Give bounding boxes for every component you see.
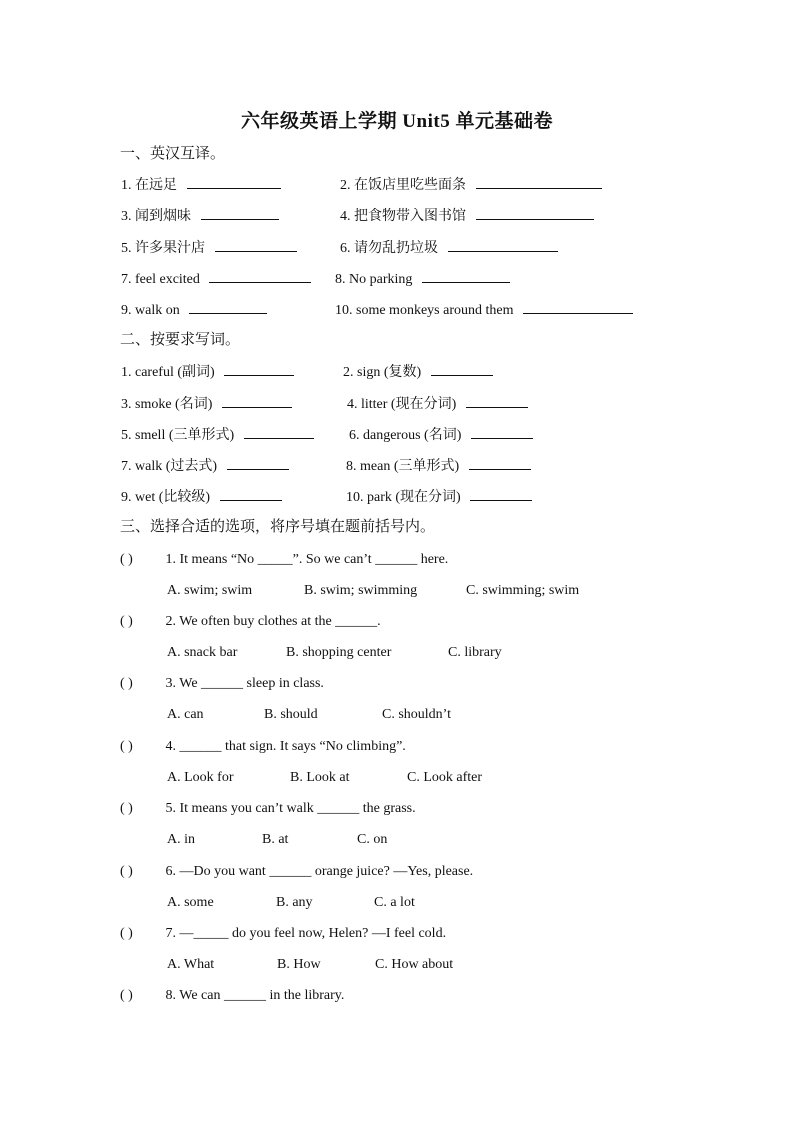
answer-blank[interactable] bbox=[523, 301, 633, 314]
q4-option-b: B. Look at bbox=[290, 770, 350, 785]
s1-item-7 bbox=[121, 270, 311, 289]
s2-item-3-num: 3. bbox=[121, 397, 132, 412]
answer-blank[interactable] bbox=[469, 457, 531, 470]
question-2-stem: 2. We often buy clothes at the ______. bbox=[165, 614, 381, 629]
question-7 bbox=[120, 925, 446, 943]
s1-item-10-num: 10. bbox=[335, 303, 353, 318]
q7-option-c: C. How about bbox=[375, 957, 454, 972]
q1-option-c: C. swimming; swim bbox=[466, 583, 580, 598]
question-4 bbox=[120, 738, 406, 756]
s1-item-5 bbox=[121, 239, 297, 258]
s2-item-2-text: sign (复数) bbox=[357, 365, 422, 380]
s1-item-8 bbox=[335, 270, 510, 289]
s2-item-2-num: 2. bbox=[343, 365, 354, 380]
s2-item-1-text: careful (副词) bbox=[135, 365, 215, 380]
question-8-stem: 8. We can ______ in the library. bbox=[165, 988, 345, 1003]
s1-item-9-num: 9. bbox=[121, 303, 132, 318]
question-6-stem: 6. —Do you want ______ orange juice? —Yes, please. bbox=[165, 864, 474, 879]
answer-blank[interactable] bbox=[209, 270, 311, 283]
s1-item-1 bbox=[121, 176, 281, 195]
section3-heading: 三、选择合适的选项，将序号填在题前括号内。 bbox=[120, 519, 436, 535]
s1-item-3 bbox=[121, 207, 279, 226]
s1-item-10 bbox=[335, 301, 633, 320]
s2-item-10-num: 10. bbox=[346, 490, 364, 505]
answer-blank[interactable] bbox=[448, 239, 558, 252]
section2-heading: 二、按要求写词。 bbox=[120, 332, 241, 348]
q4-option-c: C. Look after bbox=[407, 770, 483, 785]
s2-item-3 bbox=[121, 395, 292, 414]
answer-blank[interactable] bbox=[201, 207, 279, 220]
q2-option-b: B. shopping center bbox=[286, 645, 392, 660]
answer-blank[interactable] bbox=[470, 488, 532, 501]
s1-item-6 bbox=[340, 239, 558, 258]
q1-option-a: A. swim; swim bbox=[167, 583, 253, 598]
s2-item-9-text: wet (比较级) bbox=[135, 490, 211, 505]
q4-option-a: A. Look for bbox=[167, 770, 234, 785]
question-3 bbox=[120, 675, 324, 693]
s2-item-5 bbox=[121, 426, 314, 445]
answer-blank[interactable] bbox=[220, 488, 282, 501]
s2-item-8 bbox=[346, 457, 531, 476]
s2-item-6-text: dangerous (名词) bbox=[363, 428, 462, 443]
s1-item-3-num: 3. bbox=[121, 209, 132, 224]
s1-item-9 bbox=[121, 301, 267, 320]
s1-item-5-num: 5. bbox=[121, 241, 132, 256]
section1-heading: 一、英汉互译。 bbox=[120, 146, 226, 162]
answer-blank[interactable] bbox=[189, 301, 267, 314]
s1-item-6-num: 6. bbox=[340, 241, 351, 256]
s2-item-2 bbox=[343, 363, 493, 382]
q7-option-b: B. How bbox=[277, 957, 321, 972]
q3-option-a: A. can bbox=[167, 707, 204, 722]
s2-item-10-text: park (现在分词) bbox=[367, 490, 461, 505]
s2-item-10 bbox=[346, 488, 532, 507]
s2-item-8-num: 8. bbox=[346, 459, 357, 474]
q6-option-b: B. any bbox=[276, 895, 313, 910]
answer-blank[interactable] bbox=[187, 176, 281, 189]
answer-blank[interactable] bbox=[215, 239, 297, 252]
s2-item-5-text: smell (三单形式) bbox=[135, 428, 235, 443]
s2-item-7-num: 7. bbox=[121, 459, 132, 474]
s1-item-2-num: 2. bbox=[340, 178, 351, 193]
s2-item-1-num: 1. bbox=[121, 365, 132, 380]
page-title: 六年级英语上学期 Unit5 单元基础卷 bbox=[241, 111, 553, 132]
s1-item-2-text: 在饭店里吃些面条 bbox=[354, 178, 466, 193]
answer-blank[interactable] bbox=[244, 426, 314, 439]
answer-bracket[interactable]: ( ) bbox=[120, 614, 133, 629]
question-1-stem: 1. It means “No _____”. So we can’t ______ here. bbox=[165, 552, 449, 567]
answer-blank[interactable] bbox=[431, 363, 493, 376]
answer-blank[interactable] bbox=[476, 207, 594, 220]
q3-option-b: B. should bbox=[264, 707, 318, 722]
question-6 bbox=[120, 863, 473, 881]
s1-item-1-text: 在远足 bbox=[135, 178, 177, 193]
answer-bracket[interactable]: ( ) bbox=[120, 552, 133, 567]
s1-item-4-num: 4. bbox=[340, 209, 351, 224]
q3-option-c: C. shouldn’t bbox=[382, 707, 451, 722]
answer-bracket[interactable]: ( ) bbox=[120, 926, 133, 941]
s2-item-4-num: 4. bbox=[347, 397, 358, 412]
q7-option-a: A. What bbox=[167, 957, 215, 972]
s2-item-7 bbox=[121, 457, 289, 476]
s2-item-6 bbox=[349, 426, 533, 445]
s2-item-9 bbox=[121, 488, 282, 507]
s1-item-10-text: some monkeys around them bbox=[356, 303, 514, 318]
q2-option-a: A. snack bar bbox=[167, 645, 238, 660]
s1-item-4 bbox=[340, 207, 594, 226]
s1-item-6-text: 请勿乱扔垃圾 bbox=[354, 241, 438, 256]
answer-blank[interactable] bbox=[222, 395, 292, 408]
answer-blank[interactable] bbox=[476, 176, 602, 189]
s2-item-8-text: mean (三单形式) bbox=[360, 459, 460, 474]
s1-item-4-text: 把食物带入图书馆 bbox=[354, 209, 466, 224]
answer-blank[interactable] bbox=[422, 270, 510, 283]
s2-item-1 bbox=[121, 363, 294, 382]
question-8 bbox=[120, 987, 344, 1005]
s2-item-9-num: 9. bbox=[121, 490, 132, 505]
s1-item-1-num: 1. bbox=[121, 178, 132, 193]
q6-option-c: C. a lot bbox=[374, 895, 415, 910]
question-5 bbox=[120, 800, 416, 818]
s1-item-3-text: 闻到烟味 bbox=[135, 209, 191, 224]
answer-bracket[interactable]: ( ) bbox=[120, 801, 133, 816]
s2-item-5-num: 5. bbox=[121, 428, 132, 443]
s1-item-5-text: 许多果汁店 bbox=[135, 241, 205, 256]
answer-bracket[interactable]: ( ) bbox=[120, 676, 133, 691]
q5-option-c: C. on bbox=[357, 832, 388, 847]
q6-option-a: A. some bbox=[167, 895, 214, 910]
q2-option-c: C. library bbox=[448, 645, 502, 660]
s2-item-4-text: litter (现在分词) bbox=[361, 397, 457, 412]
question-5-stem: 5. It means you can’t walk ______ the grass. bbox=[165, 801, 416, 816]
answer-blank[interactable] bbox=[227, 457, 289, 470]
s2-item-3-text: smoke (名词) bbox=[135, 397, 213, 412]
s2-item-6-num: 6. bbox=[349, 428, 360, 443]
answer-bracket[interactable]: ( ) bbox=[120, 864, 133, 879]
question-1 bbox=[120, 551, 448, 569]
s2-item-4 bbox=[347, 395, 528, 414]
s1-item-9-text: walk on bbox=[135, 303, 180, 318]
answer-blank[interactable] bbox=[224, 363, 294, 376]
s1-item-8-text: No parking bbox=[349, 272, 413, 287]
q5-option-b: B. at bbox=[262, 832, 289, 847]
question-2 bbox=[120, 613, 381, 631]
answer-bracket[interactable]: ( ) bbox=[120, 739, 133, 754]
s2-item-7-text: walk (过去式) bbox=[135, 459, 218, 474]
s1-item-8-num: 8. bbox=[335, 272, 346, 287]
question-7-stem: 7. —_____ do you feel now, Helen? —I feel cold. bbox=[165, 926, 447, 941]
q5-option-a: A. in bbox=[167, 832, 195, 847]
s1-item-2 bbox=[340, 176, 602, 195]
answer-bracket[interactable]: ( ) bbox=[120, 988, 133, 1003]
s1-item-7-text: feel excited bbox=[135, 272, 200, 287]
answer-blank[interactable] bbox=[466, 395, 528, 408]
question-4-stem: 4. ______ that sign. It says “No climbing”. bbox=[165, 739, 406, 754]
s1-item-7-num: 7. bbox=[121, 272, 132, 287]
answer-blank[interactable] bbox=[471, 426, 533, 439]
q1-option-b: B. swim; swimming bbox=[304, 583, 418, 598]
question-3-stem: 3. We ______ sleep in class. bbox=[165, 676, 324, 691]
